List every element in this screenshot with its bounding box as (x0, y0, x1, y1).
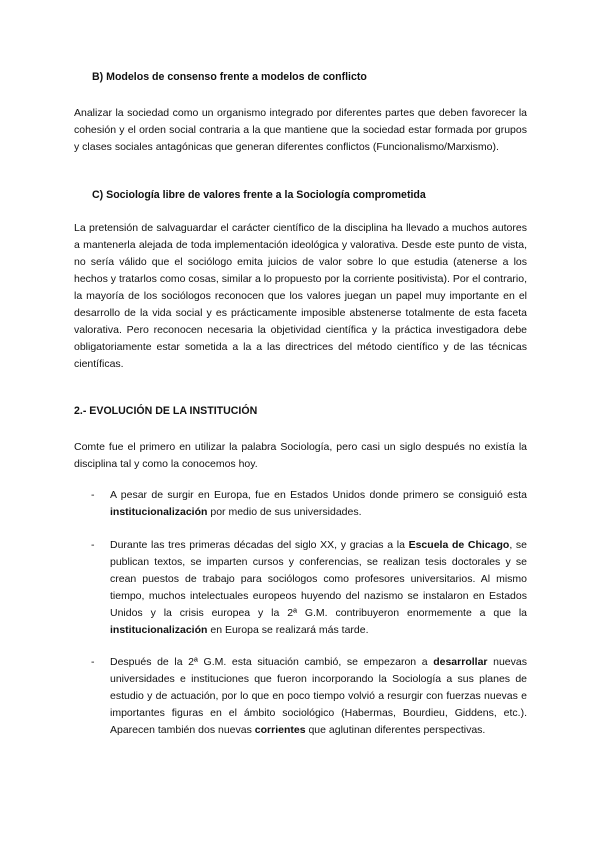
text-run: A pesar de surgir en Europa, fue en Estados Unidos donde primero se consiguió esta (110, 489, 527, 501)
bold-term: institucionalización (110, 624, 208, 636)
text-run: que aglutinan diferentes perspectivas. (305, 724, 486, 736)
bullet-marker: - (91, 489, 95, 501)
bold-term: Escuela de Chicago (408, 539, 510, 551)
bold-term: desarrollar (433, 656, 488, 668)
bullet-marker: - (91, 539, 95, 551)
bullet-text (110, 487, 527, 521)
text-run: Durante las tres primeras décadas del siglo XX, y gracias a la (110, 539, 409, 551)
heading-evolucion-institucion: 2.- EVOLUCIÓN DE LA INSTITUCIÓN (74, 405, 258, 417)
paragraph-sociologia-valores: La pretensión de salvaguardar el carácter científico de la disciplina ha llevado a muchos autores a mantenerla alejada de toda implementación ideológica y valorativa. Desde este punto de vista, no sería válido que el sociólogo emita juicios de valor sobre lo que estudia (atenerse a los hechos y tratarlos como cosas, similar a lo propuesto por la corriente positivista). Por el contrario, la mayoría de los sociólogos reconocen que los valores juegan un papel muy importante en el desarrollo de la vida social y es prácticamente imposible abstenerse totalmente de esta faceta valorativa. Pero reconocen necesaria la objetividad científica y la práctica investigadora debe obligatoriamente estar sometida a la a las directrices del método científico y de las técnicas científicas. (74, 222, 527, 370)
text-run: , se publican textos, se imparten cursos y conferencias, se realizan tesis doctorales y se crean puestos de trabajo para sociólogos como profesores universitarios. Al mismo tiempo, muchos intelectuales europeos huyendo del nazismo se instalaron en Estados Unidos y la crisis europea y la 2ª G.M. contribuyeron enormemente a que la (110, 539, 528, 619)
text-run: Después de la 2ª G.M. esta situación cambió, se empezaron a (110, 656, 434, 668)
text-run: en Europa se realizará más tarde. (207, 624, 369, 636)
paragraph-evolucion-intro: Comte fue el primero en utilizar la palabra Sociología, pero casi un siglo después no existía la disciplina tal y como la conocemos hoy. (74, 441, 527, 470)
paragraph-consenso-conflicto: Analizar la sociedad como un organismo integrado por diferentes partes que deben favorecer la cohesión y el orden social contraria a la que mantiene que la sociedad estar formada por grupos y clases sociales antagónicas que generan diferentes conflictos (Funcionalismo/Marxismo). (74, 107, 527, 153)
bullet-text (110, 654, 527, 739)
bold-term: corrientes (254, 724, 306, 736)
bold-term: institucionalización (110, 506, 208, 518)
text-run: por medio de sus universidades. (207, 506, 362, 518)
bullet-text (110, 537, 527, 639)
bullet-marker: - (91, 656, 95, 668)
heading-consenso-conflicto: B) Modelos de consenso frente a modelos de conflicto (92, 71, 367, 83)
text-run: nuevas universidades e instituciones que fueron incorporando la Sociología a sus planes de estudio y de actuación, por lo que en poco tiempo volvió a resurgir con fuerzas nuevas e importantes figuras en el ámbito sociológico (Habermas, Bourdieu, Giddens, etc.). Aparecen también dos nuevas (110, 656, 527, 736)
heading-sociologia-valores: C) Sociología libre de valores frente a la Sociología comprometida (92, 189, 426, 201)
